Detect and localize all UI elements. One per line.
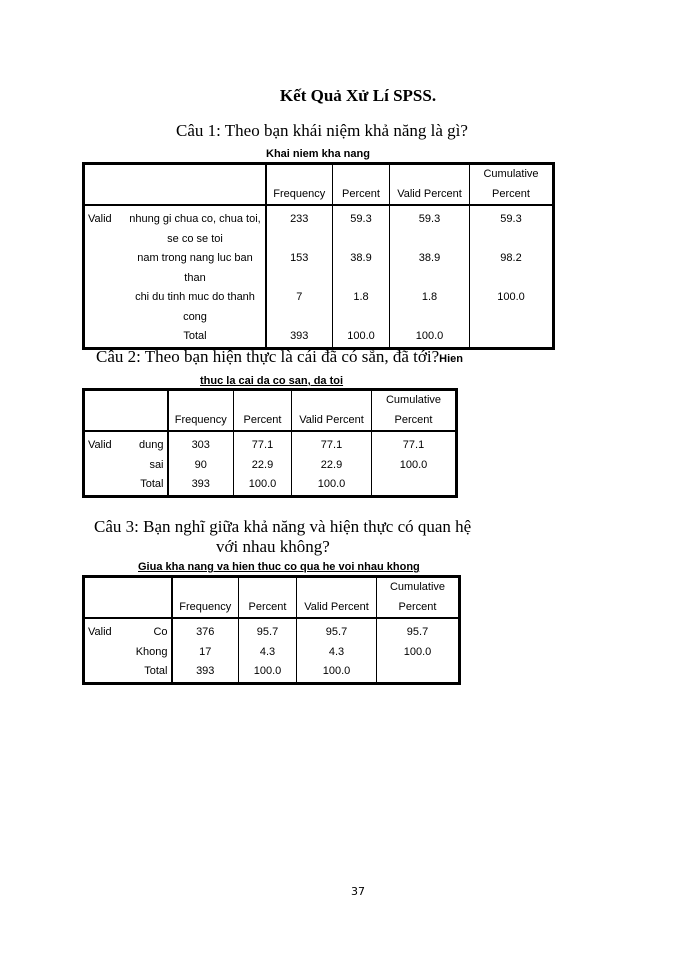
valid-percent-cell: 100.0 bbox=[292, 475, 372, 496]
table-total-row bbox=[84, 662, 460, 683]
frequency-cell: 153 bbox=[266, 249, 333, 288]
column-header: Cumulative Percent bbox=[470, 164, 554, 206]
table-row bbox=[84, 288, 554, 327]
header-blank-cell bbox=[84, 577, 172, 619]
valid-percent-cell: 22.9 bbox=[292, 456, 372, 476]
group-label-cell bbox=[84, 643, 126, 663]
cumulative-percent-cell bbox=[377, 662, 460, 683]
frequency-cell: 17 bbox=[172, 643, 239, 663]
percent-cell: 95.7 bbox=[239, 618, 297, 643]
question-2 bbox=[96, 347, 463, 367]
group-label-cell bbox=[84, 288, 126, 327]
percent-cell: 59.3 bbox=[333, 205, 390, 249]
question-3-line-1: Câu 3: Bạn nghĩ giữa khả năng và hiện thực có quan hệ bbox=[94, 517, 472, 536]
table-header-row bbox=[84, 390, 457, 432]
percent-cell: 4.3 bbox=[239, 643, 297, 663]
valid-percent-cell: 100.0 bbox=[297, 662, 377, 683]
cumulative-percent-cell: 77.1 bbox=[372, 431, 457, 456]
table-row bbox=[84, 249, 554, 288]
table-header-row bbox=[84, 577, 460, 619]
cumulative-percent-cell: 100.0 bbox=[377, 643, 460, 663]
table-2-title-part1: Hien bbox=[439, 353, 463, 365]
column-header: Frequency bbox=[168, 390, 234, 432]
frequency-table-3 bbox=[82, 575, 461, 685]
table-2-title-part2: thuc la cai da co san, da toi bbox=[200, 375, 344, 387]
frequency-cell: 233 bbox=[266, 205, 333, 249]
question-3-line-2: với nhau không? bbox=[216, 537, 330, 556]
column-header: Percent bbox=[234, 390, 292, 432]
column-header: Cumulative Percent bbox=[377, 577, 460, 619]
group-label-cell bbox=[84, 456, 126, 476]
group-label-cell bbox=[84, 475, 126, 496]
category-cell: Total bbox=[144, 665, 168, 677]
cumulative-percent-cell: 100.0 bbox=[372, 456, 457, 476]
cumulative-percent-cell: 59.3 bbox=[470, 205, 554, 249]
category-cell: Khong bbox=[135, 645, 168, 658]
cumulative-percent-cell: 98.2 bbox=[470, 249, 554, 288]
group-label-cell: Valid bbox=[88, 439, 112, 451]
page-number: 37 bbox=[351, 885, 365, 898]
table-header-row bbox=[84, 164, 554, 206]
column-header: Valid Percent bbox=[297, 577, 377, 619]
column-header: Frequency bbox=[266, 164, 333, 206]
valid-percent-cell: 1.8 bbox=[390, 288, 470, 327]
group-label-cell: Valid bbox=[88, 213, 112, 225]
column-header: Frequency bbox=[172, 577, 239, 619]
percent-cell: 100.0 bbox=[333, 327, 390, 348]
column-header: Cumulative Percent bbox=[372, 390, 457, 432]
column-header: Valid Percent bbox=[390, 164, 470, 206]
cumulative-percent-cell: 100.0 bbox=[470, 288, 554, 327]
percent-cell: 100.0 bbox=[234, 475, 292, 496]
frequency-cell: 393 bbox=[168, 475, 234, 496]
frequency-cell: 7 bbox=[266, 288, 333, 327]
frequency-table-2 bbox=[82, 388, 458, 498]
valid-percent-cell: 77.1 bbox=[292, 431, 372, 456]
category-cell: nam trong nang luc ban than bbox=[137, 252, 253, 284]
group-label-cell bbox=[84, 327, 126, 348]
frequency-table-1 bbox=[82, 162, 555, 350]
table-row bbox=[84, 456, 457, 476]
percent-cell: 22.9 bbox=[234, 456, 292, 476]
column-header: Valid Percent bbox=[292, 390, 372, 432]
column-header: Percent bbox=[239, 577, 297, 619]
frequency-cell: 376 bbox=[172, 618, 239, 643]
question-1: Câu 1: Theo bạn khái niệm khả năng là gì? bbox=[176, 121, 468, 140]
table-row bbox=[84, 618, 460, 643]
category-cell: sai bbox=[149, 458, 164, 471]
valid-percent-cell: 38.9 bbox=[390, 249, 470, 288]
table-row bbox=[84, 643, 460, 663]
table-total-row bbox=[84, 327, 554, 348]
frequency-cell: 90 bbox=[168, 456, 234, 476]
column-header: Percent bbox=[333, 164, 390, 206]
table-3-title: Giua kha nang va hien thuc co qua he voi nhau khong bbox=[138, 561, 420, 573]
valid-percent-cell: 95.7 bbox=[297, 618, 377, 643]
category-cell: Co bbox=[153, 626, 168, 638]
percent-cell: 38.9 bbox=[333, 249, 390, 288]
group-label-cell bbox=[84, 662, 126, 683]
cumulative-percent-cell bbox=[470, 327, 554, 348]
table-1-title: Khai niem kha nang bbox=[266, 148, 370, 160]
valid-percent-cell: 100.0 bbox=[390, 327, 470, 348]
cumulative-percent-cell: 95.7 bbox=[377, 618, 460, 643]
valid-percent-cell: 59.3 bbox=[390, 205, 470, 249]
group-label-cell bbox=[84, 249, 126, 288]
category-cell: chi du tinh muc do thanh cong bbox=[135, 291, 255, 323]
category-cell: Total bbox=[140, 478, 164, 490]
group-label-cell: Valid bbox=[88, 626, 112, 638]
category-cell: nhung gi chua co, chua toi, se co se toi bbox=[129, 213, 261, 245]
page-title: Kết Quả Xử Lí SPSS. bbox=[279, 86, 437, 105]
table-row bbox=[84, 431, 457, 456]
category-cell: dung bbox=[139, 439, 164, 451]
percent-cell: 1.8 bbox=[333, 288, 390, 327]
category-cell: Total bbox=[183, 330, 207, 342]
frequency-cell: 393 bbox=[172, 662, 239, 683]
header-blank-cell bbox=[84, 390, 168, 432]
frequency-cell: 393 bbox=[266, 327, 333, 348]
header-blank-cell bbox=[84, 164, 266, 206]
cumulative-percent-cell bbox=[372, 475, 457, 496]
table-row bbox=[84, 205, 554, 249]
percent-cell: 77.1 bbox=[234, 431, 292, 456]
percent-cell: 100.0 bbox=[239, 662, 297, 683]
frequency-cell: 303 bbox=[168, 431, 234, 456]
question-2-text: Câu 2: Theo bạn hiện thực là cái đã có sẵn, đã tới? bbox=[96, 347, 440, 366]
valid-percent-cell: 4.3 bbox=[297, 643, 377, 663]
table-total-row bbox=[84, 475, 457, 496]
